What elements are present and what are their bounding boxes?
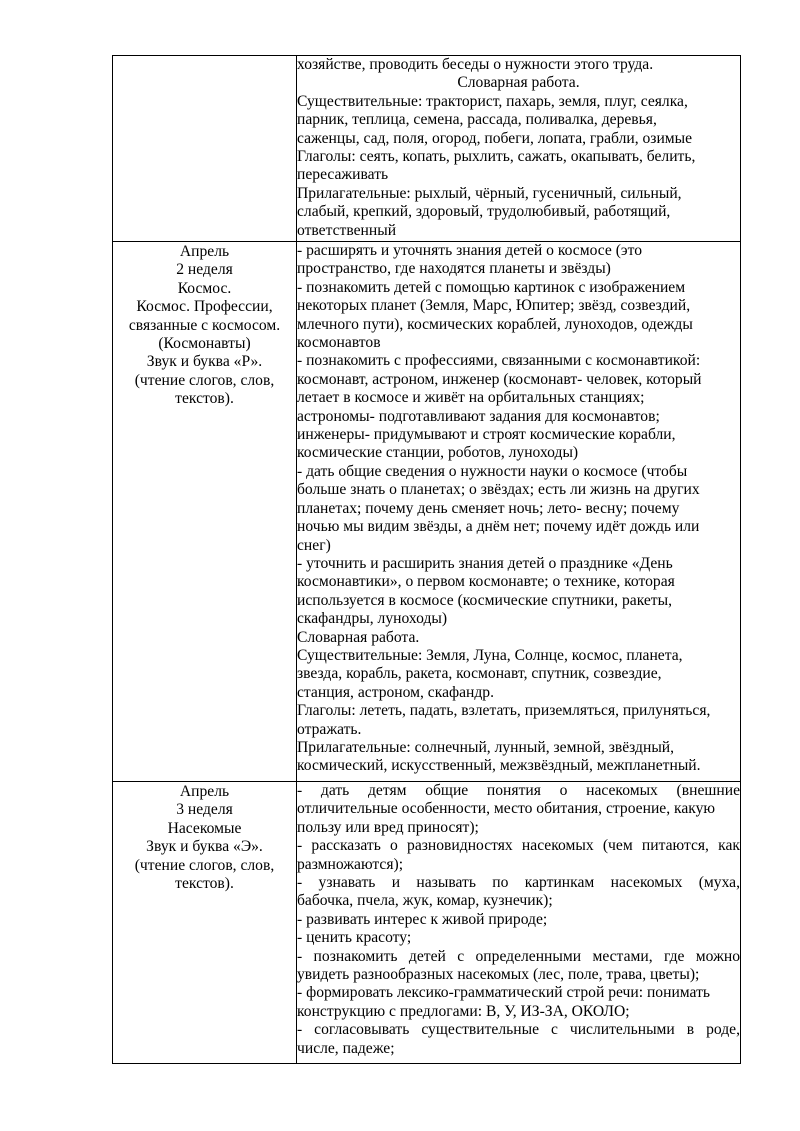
content-line: - рассказать о разновидностях насекомых (чем питаются, как xyxy=(297,837,740,855)
topic-line: Космос. Професcии, xyxy=(136,298,273,316)
topic-line: (чтение слогов, слов, xyxy=(134,856,275,874)
content-line: парник, теплица, семена, рассада, поливалка, деревья, xyxy=(297,111,657,129)
content-line: Словарная работа. xyxy=(297,628,420,646)
content-line: - дать общие сведения о нужности науки о космосе (чтобы xyxy=(297,462,688,480)
content-line: используется в космосе (космические спутники, ракеты, xyxy=(297,591,672,609)
content-line: летает в космосе и живёт на орбитальных станциях; xyxy=(297,389,645,407)
topic-line: текстов). xyxy=(175,390,234,408)
content-line: Глаголы: лететь, падать, взлетать, приземляться, прилуняться, xyxy=(297,702,711,720)
content-line: числе, падеже; xyxy=(297,1039,395,1057)
content-line: отражать. xyxy=(297,720,362,738)
table-row xyxy=(113,782,741,1064)
content-line: скафандры, луноходы) xyxy=(297,610,448,628)
content-line: - расширять и уточнять знания детей о космосе (это xyxy=(297,242,642,259)
content-line: бабочка, пчела, жук, комар, кузнечик); xyxy=(297,892,553,910)
content-line: планетах; почему день сменяет ночь; лето- весну; почему xyxy=(297,499,680,517)
period-topic-cell xyxy=(113,56,297,242)
content-line: Существительные: тракторист, пахарь, земля, плуг, сеялка, xyxy=(297,92,688,110)
content-line: хозяйстве, проводить беседы о нужности этого труда. xyxy=(297,56,654,73)
content-line: - познакомить детей с помощью картинок с изображением xyxy=(297,278,686,296)
period-topic-cell xyxy=(113,242,297,782)
content-cell xyxy=(297,242,741,782)
content-line: - развивать интерес к живой природе; xyxy=(297,910,548,928)
content-line: Словарная работа. xyxy=(457,74,580,92)
content-line: пространство, где находятся планеты и звёзды) xyxy=(297,260,611,278)
content-line: ответственный xyxy=(297,221,397,239)
content-line: саженцы, сад, поля, огород, побеги, лопата, грабли, озимые xyxy=(297,129,693,147)
topic-line: Апрель xyxy=(179,783,230,800)
content-line: отличительные особенности, место обитания, строение, какую xyxy=(297,800,716,818)
content-line: - уточнить и расширить знания детей о празднике «День xyxy=(297,554,673,572)
content-line: космонавт, астроном, инженер (космонавт- человек, который xyxy=(297,370,702,388)
content-line: космические станции, роботов, луноходы) xyxy=(297,444,579,462)
content-line: конструкцию с предлогами: В, У, ИЗ-ЗА, ОКОЛО; xyxy=(297,1002,630,1020)
content-cell xyxy=(297,782,741,1064)
topic-line: Насекомые xyxy=(167,819,242,837)
plan-table xyxy=(112,55,741,1064)
content-line: Прилагательные: солнечный, лунный, земной, звёздный, xyxy=(297,738,675,756)
topic-line: 3 неделя xyxy=(176,801,233,819)
content-line: пересаживать xyxy=(297,166,389,184)
content-line: звезда, корабль, ракета, космонавт, спутник, созвездие, xyxy=(297,665,662,683)
topic-line: 2 неделя xyxy=(176,261,233,279)
content-line: слабый, крепкий, здоровый, трудолюбивый, работящий, xyxy=(297,203,671,221)
content-line: - познакомить с профессиями, связанными с космонавтикой: xyxy=(297,352,701,370)
content-line: - согласовывать существительные с числительными в роде, xyxy=(297,1021,740,1039)
content-line: некоторых планет (Земля, Марс, Юпитер; звёзд, созвездий, xyxy=(297,297,691,315)
topic-line: Звук и буква «Р». xyxy=(146,353,263,371)
topic-line: (Космонавты) xyxy=(158,335,251,353)
content-line: - ценить красоту; xyxy=(297,929,412,947)
content-line: пользу или вред приносят); xyxy=(297,818,479,836)
table-row xyxy=(113,56,741,242)
content-line: Существительные: Земля, Луна, Солнце, космос, планета, xyxy=(297,646,683,664)
topic-line: Апрель xyxy=(179,243,230,260)
content-line: - узнавать и называть по картинкам насекомых (муха, xyxy=(297,874,740,892)
content-line: станция, астроном, скафандр. xyxy=(297,683,494,701)
period-topic-cell xyxy=(113,782,297,1064)
content-line: Глаголы: сеять, копать, рыхлить, сажать, окапывать, белить, xyxy=(297,148,696,166)
topic-line: Космос. xyxy=(177,279,232,297)
content-line: снег) xyxy=(297,536,331,554)
content-line: больше знать о планетах; о звёздах; есть ли жизнь на других xyxy=(297,481,700,499)
content-line: - дать детям общие понятия о насекомых (внешние xyxy=(297,782,740,799)
content-line: космический, искусственный, межзвёздный, межпланетный. xyxy=(297,757,701,775)
topic-line: Звук и буква «Э». xyxy=(146,838,263,856)
topic-line: связанные с космосом. xyxy=(128,316,281,334)
content-line: ночью мы видим звёзды, а днём нет; почему идёт дождь или xyxy=(297,518,700,536)
content-line: увидеть разнообразных насекомых (лес, поле, трава, цветы); xyxy=(297,966,700,984)
content-line: космонавтики», о первом космонавте; о технике, которая xyxy=(297,573,675,591)
content-line: млечного пути), космических кораблей, луноходов, одежды xyxy=(297,315,693,333)
content-line: - формировать лексико-грамматический строй речи: понимать xyxy=(297,984,710,1002)
content-line: астрономы- подготавливают задания для космонавтов; xyxy=(297,407,660,425)
topic-line: (чтение слогов, слов, xyxy=(134,371,275,389)
content-line: размножаются); xyxy=(297,855,404,873)
content-line: инженеры- придумывают и строят космические корабли, xyxy=(297,426,676,444)
content-line: космонавтов xyxy=(297,334,381,352)
topic-line: текстов). xyxy=(175,875,234,893)
table-row xyxy=(113,242,741,782)
content-line: Прилагательные: рыхлый, чёрный, гусеничный, сильный, xyxy=(297,184,682,202)
content-cell xyxy=(297,56,741,242)
content-line: - познакомить детей с определенными местами, где можно xyxy=(297,947,740,965)
